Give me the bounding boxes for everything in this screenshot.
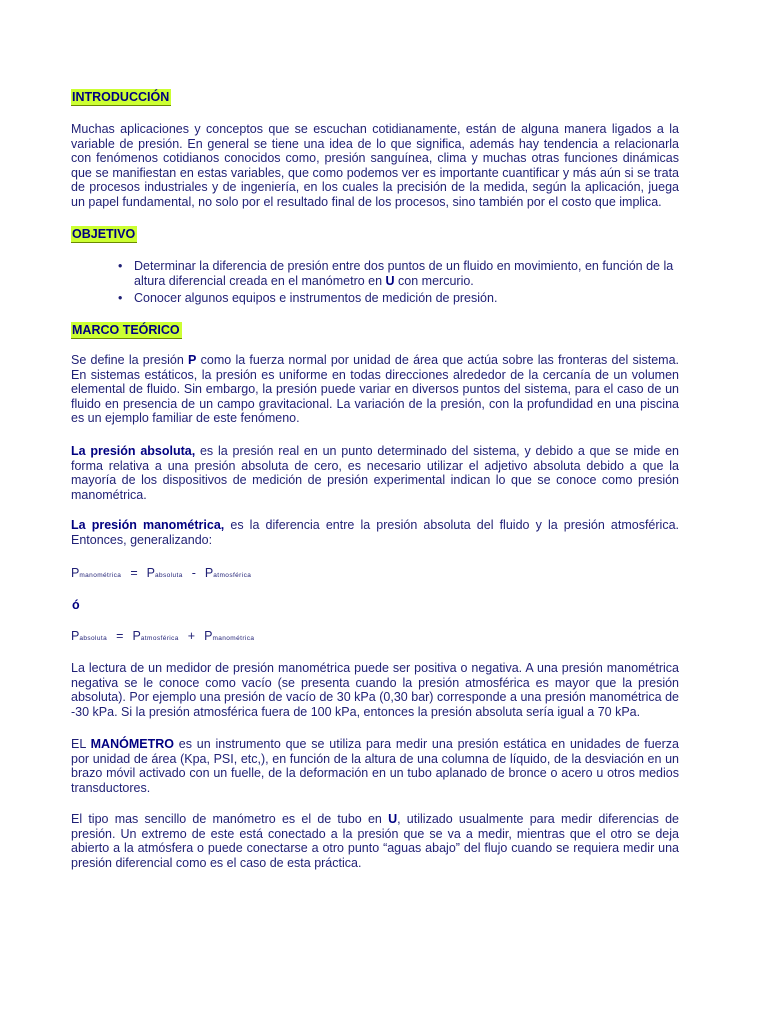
marco-paragraph-5 xyxy=(71,737,679,795)
intro-section xyxy=(71,122,679,209)
objetivo-heading-wrap xyxy=(71,225,679,243)
formula1-p1: P xyxy=(71,566,80,580)
marco-heading-wrap xyxy=(71,321,679,339)
list-item xyxy=(110,259,680,288)
formula2-sub3: manométrica xyxy=(212,635,255,642)
p1-text-a: Se define la presión xyxy=(71,353,189,367)
list-item xyxy=(110,291,680,306)
bullet1-text-a: Determinar la diferencia de presión entre dos puntos de un fluido en movimiento, en función de la altura diferencial creada en el manómetro en xyxy=(134,259,674,288)
intro-heading: INTRODUCCIÓN xyxy=(72,90,170,104)
marco-p6 xyxy=(71,812,679,870)
formula2-plus: + xyxy=(187,629,196,643)
formula1-sub3: atmosférica xyxy=(213,572,252,579)
formula2-equals: = xyxy=(116,629,124,643)
formula2-p2: P xyxy=(132,629,141,643)
formula2-sub1: absoluta xyxy=(79,635,108,642)
p5-text-a: EL xyxy=(71,737,91,751)
formula1-p3: P xyxy=(204,566,214,580)
formula2-p3: P xyxy=(204,629,213,643)
p1-symbol: P xyxy=(188,353,197,367)
marco-paragraph-3 xyxy=(71,518,679,547)
marco-paragraph-6 xyxy=(71,812,679,870)
bullet-icon: • xyxy=(118,259,123,273)
p2-text: es la presión real en un punto determinado del sistema, y debido a que se mide en forma relativa a una presión absoluta de cero, es necesario utilizar el adjetivo absoluta debido a que la mayoría de los dispositivos de medición de presión experimental indican lo que se conoce como presión manométrica. xyxy=(71,444,679,502)
formula1-minus: - xyxy=(191,566,196,580)
p6-text-c: , utilizado usualmente para medir diferencias de presión. Un extremo de este está conectado a la presión que se va a medir, mientras que el otro se deja abierto a la atmósfera o puede conectarse a otro punto “aguas abajo” del flujo cuando se requiera medir una presión diferencial como es el caso de esta práctica. xyxy=(71,812,679,870)
p6-symbol: U xyxy=(388,812,398,826)
marco-p3 xyxy=(71,518,679,547)
p2-term: La presión absoluta, xyxy=(71,444,196,458)
p1-text-c: como la fuerza normal por unidad de área que actúa sobre las fronteras del sistema. En sistemas estáticos, la presión es uniforme en todas direcciones alrededor de la cercanía de un volumen elemental de fluido. Sin embargo, la presión puede variar en diversos puntos del sistema, para el caso de un fluido en presencia de un campo gravitacional. La variación de la presión, con la profundidad en una piscina es un ejemplo familiar de este fenómeno. xyxy=(71,353,680,425)
bullet-icon: • xyxy=(118,291,123,305)
marco-heading: MARCO TEÓRICO xyxy=(72,323,180,337)
formula-2 xyxy=(71,629,254,643)
p3-text: es la diferencia entre la presión absoluta del fluido y la presión atmosférica. Entonces, generalizando: xyxy=(71,518,679,547)
marco-p4 xyxy=(71,661,679,719)
formula2-sub2: atmosférica xyxy=(140,635,179,642)
bullet1-text-c: con mercurio. xyxy=(394,273,474,288)
p5-text-c: es un instrumento que se utiliza para medir una presión estática en unidades de fuerza por unidad de área (Kpa, PSI, etc,), en función de la altura de una columna de líquido, de la desviación en un brazo móvil activado con un fuelle, de la deformación en un tubo aplanado de bronce o acero u otros medios transductores. xyxy=(71,737,679,795)
formula-1 xyxy=(71,566,251,580)
p3-term: La presión manométrica, xyxy=(71,518,225,532)
formula1-equals: = xyxy=(130,566,138,580)
marco-paragraph-4: La lectura de un medidor de presión manométrica puede ser positiva o negativa. A una presión manométrica negativa se le conoce como vacío (se presenta cuando la presión atmosférica es mayor que la presión absoluta). Por ejemplo una presión de vacío de 30 kPa (0,30 bar) corresponde a una presión manométrica de -30 kPa. Si la presión atmosférica fuera de 100 kPa, entonces la presión absoluta sería igual a 70 kPa. xyxy=(71,661,679,719)
marco-p5 xyxy=(71,737,679,795)
bullet2-text: Conocer algunos equipos e instrumentos de medición de presión. xyxy=(134,291,498,305)
objetivo-heading: OBJETIVO xyxy=(72,227,136,241)
marco-paragraph-1 xyxy=(71,353,679,426)
intro-paragraph: Muchas aplicaciones y conceptos que se escuchan cotidianamente, están de alguna manera ligados a la variable de presión. En general se tiene una idea de lo que significa, además hay tendencia a relacionarla con fenómenos cotidianos conocidos como, presión sanguínea, clima y muchas otras funciones dinámicas que se manifiestan en estas variables, que como podemos ver es importante cuantificar y más aún si se trata de procesos industriales y de ingeniería, en los cuales la precisión de la medida, según la aplicación, juega un papel fundamental, no solo por el resultado final de los procesos, sino también por el costo que implica. xyxy=(71,122,679,209)
bullet1-text-b: U xyxy=(385,273,395,288)
formula1-p2: P xyxy=(146,566,155,580)
formula-or: ó xyxy=(72,598,80,612)
intro-heading-wrap xyxy=(71,88,679,106)
marco-paragraph-2 xyxy=(71,444,679,502)
marco-p2 xyxy=(71,444,679,502)
marco-p1 xyxy=(71,353,679,426)
p6-text-a: El tipo mas sencillo de manómetro es el de tubo en xyxy=(71,812,389,826)
formula1-sub1: manométrica xyxy=(79,572,122,579)
formula2-p1: P xyxy=(71,629,80,643)
objetivo-list xyxy=(110,259,680,306)
p5-term: MANÓMETRO xyxy=(90,737,174,751)
formula1-sub2: absoluta xyxy=(154,572,183,579)
